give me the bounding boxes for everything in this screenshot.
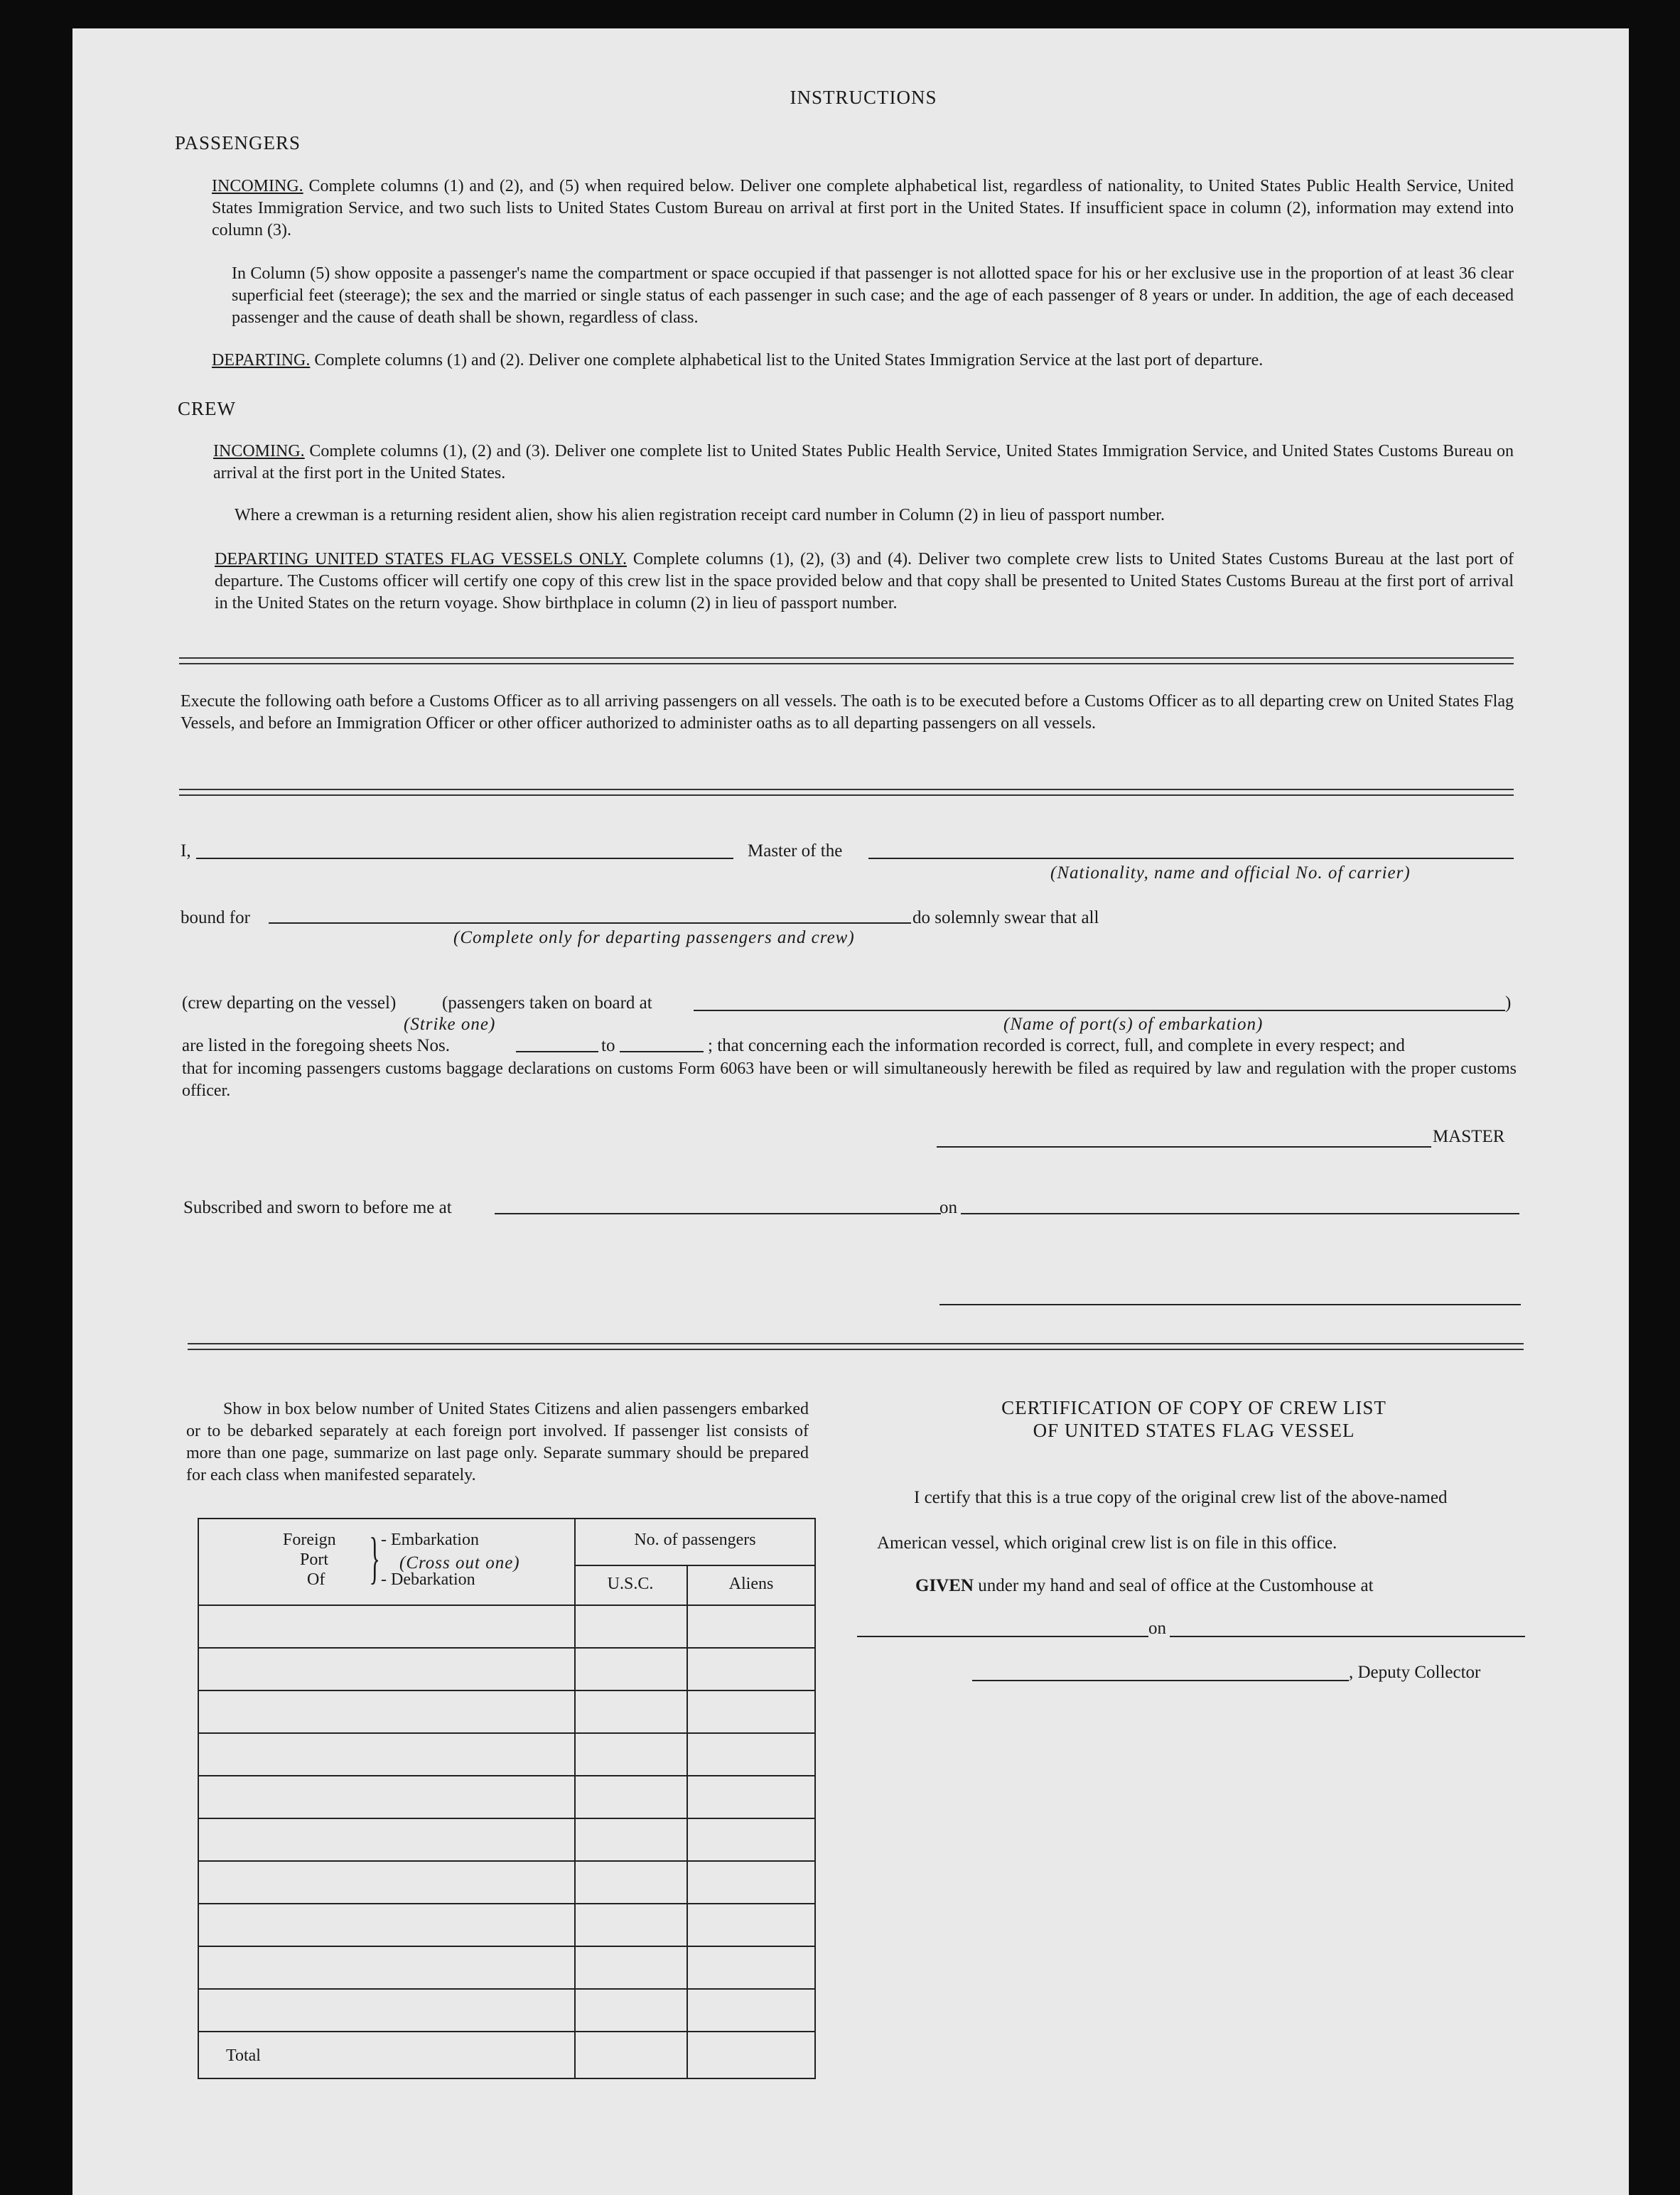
sworn-date-field[interactable]	[961, 1213, 1519, 1214]
cert-on-label: on	[1148, 1619, 1166, 1638]
table-row[interactable]	[199, 1860, 814, 1862]
deputy-collector-label: , Deputy Collector	[1349, 1663, 1481, 1682]
close-paren: )	[1505, 993, 1512, 1013]
table-row[interactable]	[199, 1818, 814, 1819]
section-divider	[179, 789, 1514, 796]
crew-resident-paragraph: Where a crewman is a returning resident alien, show his alien registration receipt card number in Column (2) in lieu of passport number.	[235, 506, 1165, 524]
table-row[interactable]	[199, 1690, 814, 1691]
table-row[interactable]	[199, 1775, 814, 1776]
certification-title-2: OF UNITED STATES FLAG VESSEL	[1033, 1420, 1355, 1441]
given-word: GIVEN	[915, 1576, 974, 1595]
total-label: Total	[226, 2046, 261, 2065]
passenger-summary-table	[198, 1518, 816, 2079]
embarkation-option[interactable]: - Embarkation	[381, 1531, 479, 1549]
port-header: Port	[300, 1550, 329, 1569]
aliens-header: Aliens	[728, 1575, 774, 1593]
baggage-declaration-text: that for incoming passengers customs baggage declarations on customs Form 6063 have been or will simultaneously herewith be filed as required by law and regulation with the proper customs officer.	[182, 1059, 1517, 1100]
sheet-from-field[interactable]	[516, 1051, 598, 1052]
crew-incoming-label: INCOMING.	[213, 442, 305, 460]
listed-sheets-continuation: ; that concerning each the information recorded is correct, full, and complete in every respect; and	[708, 1036, 1405, 1055]
certification-text-2: American vessel, which original crew list is on file in this office.	[877, 1533, 1337, 1553]
listed-sheets-label: are listed in the foregoing sheets Nos.	[182, 1036, 450, 1055]
oath-i-label: I,	[181, 841, 191, 861]
port-hint: (Name of port(s) of embarkation)	[1003, 1015, 1264, 1034]
section-divider	[179, 657, 1514, 664]
passengers-heading: PASSENGERS	[175, 132, 301, 153]
crew-incoming-text: Complete columns (1), (2) and (3). Deliver one complete list to United States Public Health Service, United States Immigration Service, and United States Customs Bureau on arrival at the first port in the United States.	[213, 442, 1514, 482]
table-row[interactable]	[199, 2031, 814, 2032]
table-row[interactable]	[199, 1903, 814, 1904]
bound-for-field[interactable]	[269, 922, 911, 924]
passengers-departing-label: DEPARTING.	[212, 351, 311, 370]
strike-one-hint: (Strike one)	[404, 1015, 496, 1034]
of-header: Of	[307, 1570, 325, 1589]
table-row[interactable]	[199, 1732, 814, 1734]
passengers-incoming-label: INCOMING.	[212, 177, 303, 195]
carrier-hint: (Nationality, name and official No. of carrier)	[1050, 863, 1411, 883]
carrier-field[interactable]	[868, 858, 1514, 859]
officer-signature-field[interactable]	[939, 1304, 1521, 1305]
debarkation-option[interactable]: - Debarkation	[381, 1570, 475, 1589]
crew-heading: CREW	[178, 398, 236, 419]
customhouse-location-field[interactable]	[857, 1636, 1148, 1637]
deputy-signature-field[interactable]	[972, 1680, 1349, 1681]
certification-title-1: CERTIFICATION OF COPY OF CREW LIST	[1001, 1397, 1386, 1418]
passengers-incoming-text: Complete columns (1) and (2), and (5) when required below. Deliver one complete alphabetical list, regardless of nationality, to United States Public Health Service, United States Immigration Service, and two such lists to United States Custom Bureau on arrival at first port in the United States. If insufficient space in column (2), information may extend into column (3).	[212, 177, 1514, 239]
cross-out-hint: (Cross out one)	[399, 1553, 520, 1573]
master-label: MASTER	[1433, 1127, 1505, 1146]
embarkation-port-field[interactable]	[694, 1010, 1505, 1011]
passengers-departing-paragraph	[212, 350, 1514, 372]
table-row[interactable]	[199, 1988, 814, 1990]
subscribed-label: Subscribed and sworn to before me at	[183, 1198, 452, 1217]
sheet-to-label: to	[601, 1036, 615, 1055]
passengers-taken-option[interactable]: (passengers taken on board at	[442, 993, 652, 1013]
given-rest: under my hand and seal of office at the Customhouse at	[978, 1576, 1374, 1595]
crew-incoming-paragraph	[213, 441, 1514, 485]
table-row[interactable]	[199, 1647, 814, 1649]
passengers-incoming-paragraph	[212, 176, 1514, 242]
oath-instruction: Execute the following oath before a Customs Officer as to all arriving passengers on all vessels. The oath is to be executed before a Customs Officer as to all departing crew on United States Flag Vessels, and before an Immigration Officer or other officer authorized to administer oaths as to all departing passengers on all vessels.	[181, 692, 1514, 733]
section-divider	[188, 1343, 1524, 1350]
crew-departing-option[interactable]: (crew departing on the vessel)	[182, 993, 397, 1013]
table-row[interactable]	[199, 1946, 814, 1947]
no-passengers-header: No. of passengers	[634, 1531, 756, 1549]
bound-for-label: bound for	[181, 908, 250, 927]
summary-instruction: Show in box below number of United States Citizens and alien passengers embarked or to be debarked separately at each foreign port involved. If passenger list consists of more than one page, summarize on last page only. Separate summary should be prepared for each class when manifested separately.	[186, 1400, 809, 1484]
sworn-location-field[interactable]	[495, 1213, 941, 1214]
passengers-column5-paragraph: In Column (5) show opposite a passenger's name the compartment or space occupied if that passenger is not allotted space for his or her exclusive use in the proportion of at least 36 clear superficial feet (steerage); the sex and the married or single status of each passenger in such case; and the age of each passenger of 8 years or under. In addition, the age of each deceased passenger and the cause of death shall be shown, regardless of class.	[232, 264, 1514, 327]
master-of-label: Master of the	[748, 841, 843, 861]
brace-icon: }	[369, 1527, 380, 1590]
swear-label: do solemnly swear that all	[912, 908, 1099, 927]
certification-given	[915, 1576, 1374, 1596]
page-title: INSTRUCTIONS	[790, 87, 937, 108]
crew-departing-text: Complete columns (1), (2), (3) and (4). Deliver two complete crew lists to United States Customs Bureau at the last port of departure. The Customs officer will certify one copy of this crew list in the space provided below and that copy shall be presented to United States Customs Bureau at the first port of arrival in the United States on the return voyage. Show birthplace in column (2) in lieu of passport number.	[215, 550, 1514, 613]
crew-departing-paragraph	[215, 549, 1514, 615]
passengers-departing-text: Complete columns (1) and (2). Deliver one complete alphabetical list to the United States Immigration Service at the last port of departure.	[314, 351, 1264, 370]
cert-date-field[interactable]	[1170, 1636, 1525, 1637]
master-signature-field[interactable]	[937, 1146, 1431, 1148]
master-name-field[interactable]	[196, 858, 733, 859]
bound-for-hint: (Complete only for departing passengers and crew)	[453, 928, 855, 947]
usc-header: U.S.C.	[607, 1575, 654, 1593]
sworn-on-label: on	[939, 1198, 957, 1217]
crew-departing-label: DEPARTING UNITED STATES FLAG VESSELS ONLY.	[215, 550, 627, 568]
certification-text-1: I certify that this is a true copy of the original crew list of the above-named	[914, 1488, 1448, 1507]
foreign-header: Foreign	[283, 1531, 336, 1549]
sheet-to-field[interactable]	[620, 1051, 704, 1052]
